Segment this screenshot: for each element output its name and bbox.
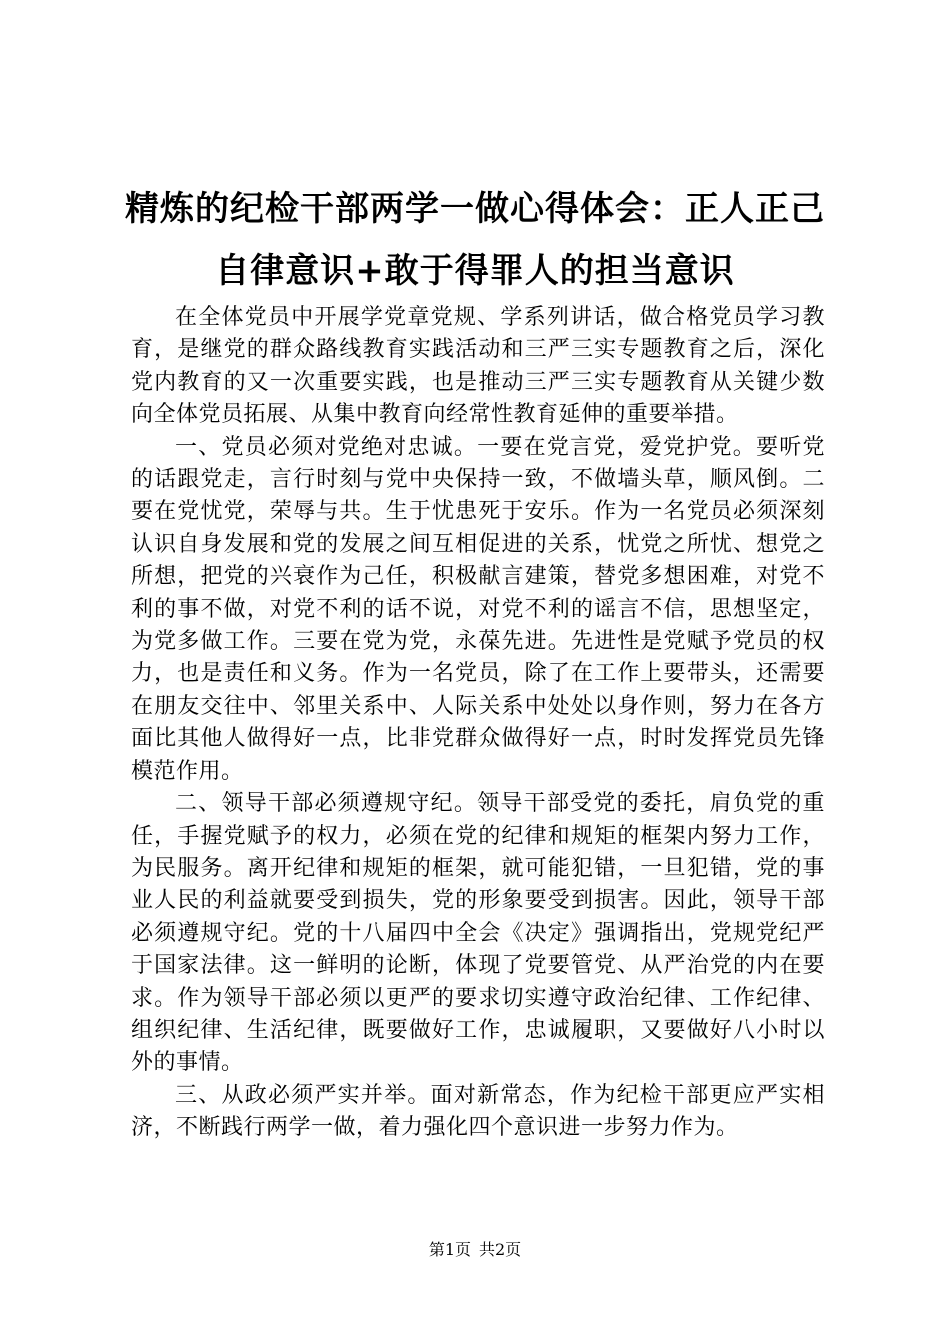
- paragraph-intro: 在全体党员中开展学党章党规、学系列讲话，做合格党员学习教育，是继党的群众路线教育实践活动和三严三实专题教育之后，深化党内教育的又一次重要实践，也是推动三严三实专题教育从关键少数向全体党员拓展、从集中教育向经常性教育延伸的重要举措。: [131, 305, 825, 428]
- paragraph-section-2: 二、领导干部必须遵规守纪。领导干部受党的委托，肩负党的重任，手握党赋予的权力，必须在党的纪律和规矩的框架内努力工作，为民服务。离开纪律和规矩的框架，就可能犯错，一旦犯错，党的事业人民的利益就要受到损失，党的形象要受到损害。因此，领导干部必须遵规守纪。党的十八届四中全会《决定》强调指出，党规党纪严于国家法律。这一鲜明的论断，体现了党要管党、从严治党的内在要求。作为领导干部必须以更严的要求切实遵守政治纪律、工作纪律、组织纪律、生活纪律，既要做好工作，忠诚履职，又要做好八小时以外的事情。: [131, 791, 825, 1076]
- paragraph-section-3: 三、从政必须严实并举。面对新常态，作为纪检干部更应严实相济，不断践行两学一做，着力强化四个意识进一步努力作为。: [131, 1082, 825, 1141]
- page-footer: [0, 1240, 950, 1260]
- document-body: [131, 302, 825, 1145]
- document-title-line-2: 自律意识+敢于得罪人的担当意识: [215, 251, 735, 291]
- page-number: 第1页: [428, 1240, 471, 1259]
- paragraph-section-1: 一、党员必须对党绝对忠诚。一要在党言党，爱党护党。要听党的话跟党走，言行时刻与党中央保持一致，不做墙头草，顺风倒。二要在党忧党，荣辱与共。生于忧患死于安乐。作为一名党员必须深刻认识自身发展和党的发展之间互相促进的关系，忧党之所忧、想党之所想，把党的兴衰作为己任，积极献言建策，替党多想困难，对党不利的事不做，对党不利的话不说，对党不利的谣言不信，思想坚定，为党多做工作。三要在党为党，永葆先进。先进性是党赋予党员的权力，也是责任和义务。作为一名党员，除了在工作上要带头，还需要在朋友交往中、邻里关系中、人际关系中处处以身作则，努力在各方面比其他人做得好一点，比非党群众做得好一点，时时发挥党员先锋模范作用。: [131, 434, 825, 784]
- document-title-line-1: 精炼的纪检干部两学一做心得体会：正人正己: [125, 189, 825, 229]
- page-total: 共2页: [479, 1240, 522, 1259]
